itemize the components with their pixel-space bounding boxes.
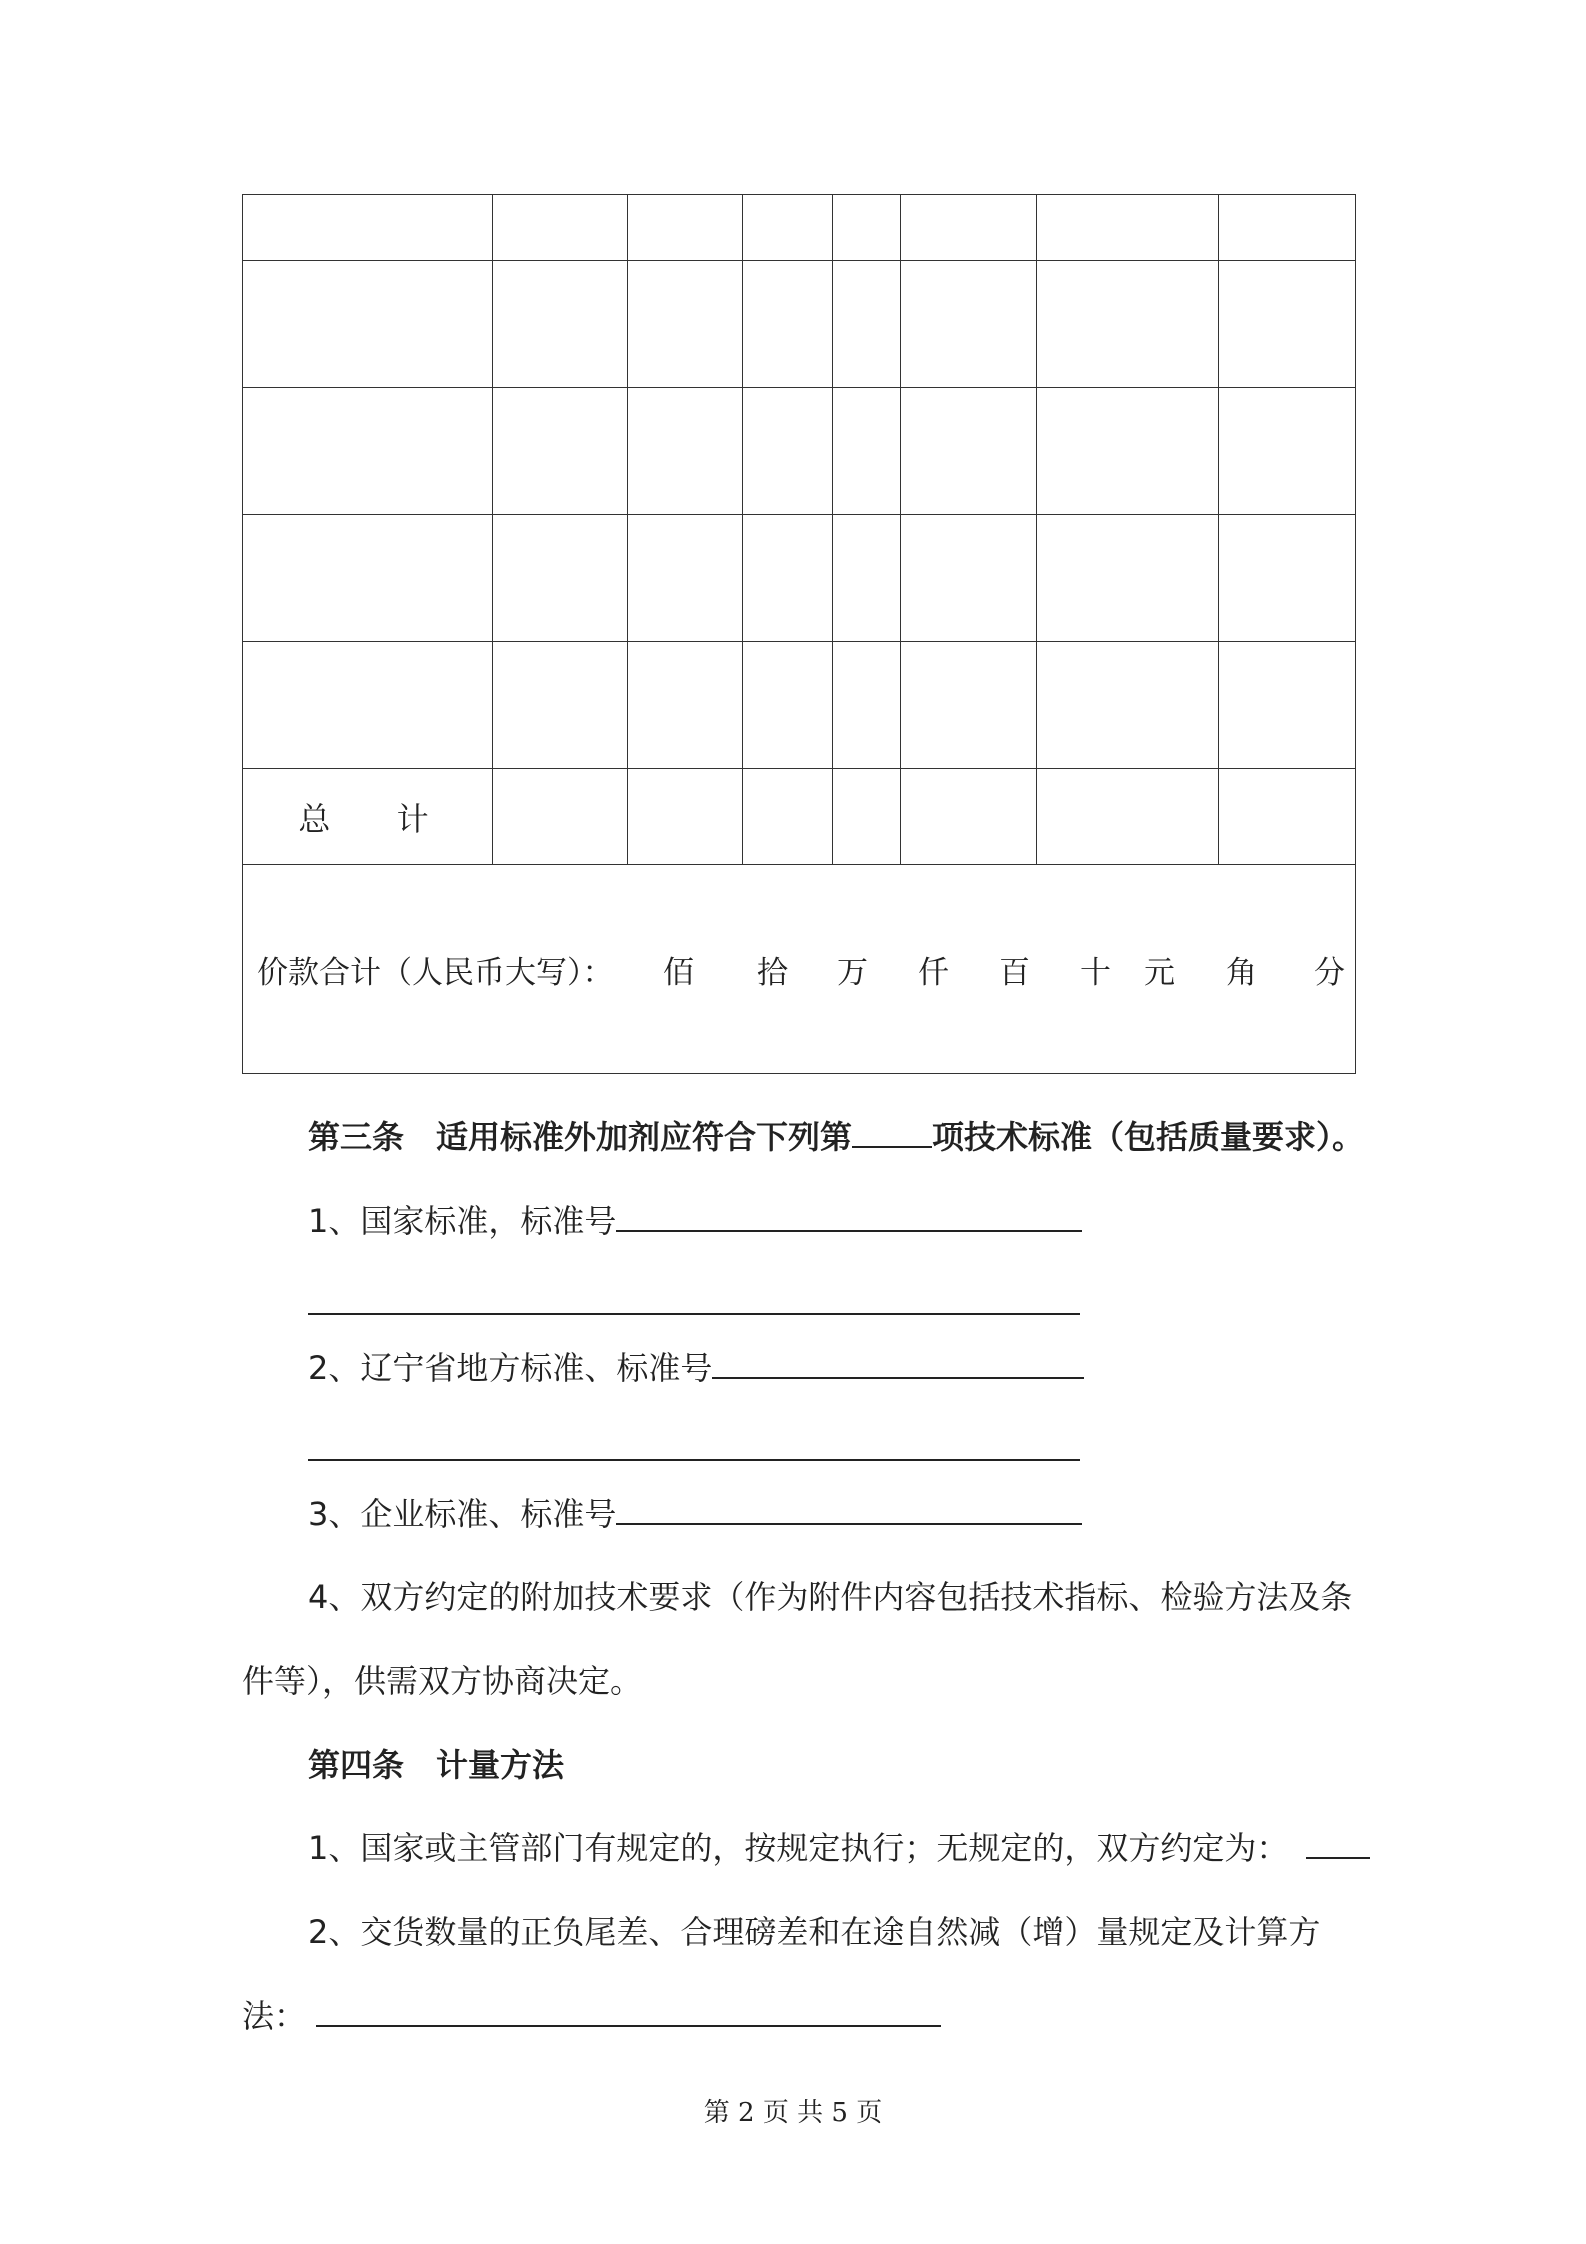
- table-row: [243, 195, 1356, 261]
- table-row: [243, 261, 1356, 388]
- price-unit: 佰: [663, 954, 694, 991]
- agreed-method-blank[interactable]: [1306, 1823, 1370, 1859]
- price-unit: 仟: [918, 954, 949, 991]
- price-total-row: [243, 865, 1356, 1074]
- standard-item-label: 3、企业标准、标准号: [308, 1495, 617, 1533]
- price-table: [242, 194, 1356, 1074]
- standard-item-label: 2、辽宁省地方标准、标准号: [308, 1349, 713, 1387]
- price-unit: 拾: [757, 954, 788, 991]
- article3-line: [308, 1112, 1364, 1158]
- standard-item-2: [308, 1343, 1084, 1389]
- article4-line: [308, 1740, 564, 1786]
- calculation-method-blank[interactable]: [316, 1991, 941, 2027]
- enterprise-standard-blank[interactable]: [616, 1489, 1082, 1525]
- price-unit: 百: [999, 954, 1030, 991]
- price-units: [663, 947, 1355, 992]
- article3-text-after: 项技术标准（包括质量要求）。: [932, 1118, 1365, 1156]
- page-number: 第 2 页 共 5 页: [703, 2098, 883, 2128]
- article4-heading: 第四条: [308, 1746, 405, 1784]
- measure-item-2: 2、交货数量的正负尾差、合理磅差和在途自然减（增）量规定及计算方: [308, 1913, 1321, 1951]
- measure-item-label: 1、国家或主管部门有规定的，按规定执行；无规定的，双方约定为：: [308, 1829, 1289, 1867]
- article3-heading: 第三条: [308, 1118, 405, 1156]
- article4-title: 计量方法: [436, 1746, 565, 1784]
- price-unit: 分: [1314, 954, 1345, 991]
- standard-continuation-line[interactable]: [308, 1313, 1080, 1315]
- total-label: 总 计: [243, 769, 493, 865]
- standard-item-label: 1、国家标准，标准号: [308, 1202, 617, 1240]
- measure-item-2-cont: [242, 1991, 941, 2037]
- standard-item-4: 4、双方约定的附加技术要求（作为附件内容包括技术指标、检验方法及条: [308, 1578, 1353, 1616]
- standard-item-4-cont: 件等），供需双方协商决定。: [242, 1662, 643, 1700]
- measure-item-1: [308, 1823, 1370, 1869]
- price-total-label: 价款合计（人民币大写）：: [257, 954, 614, 991]
- clause-number-blank[interactable]: [852, 1112, 932, 1148]
- standard-continuation-line[interactable]: [308, 1459, 1080, 1461]
- national-standard-blank[interactable]: [616, 1196, 1082, 1232]
- price-unit: 角: [1226, 954, 1257, 991]
- provincial-standard-blank[interactable]: [712, 1343, 1084, 1379]
- standard-item-3: [308, 1489, 1082, 1535]
- price-unit: 万: [837, 954, 868, 991]
- standard-item-1: [308, 1196, 1082, 1242]
- table-row: [243, 388, 1356, 515]
- total-row: [243, 769, 1356, 865]
- article3-text: 适用标准外加剂应符合下列第: [436, 1118, 853, 1156]
- table-row: [243, 515, 1356, 642]
- measure-item-label: 法：: [242, 1997, 307, 2035]
- table-row: [243, 642, 1356, 769]
- price-unit: 十: [1080, 954, 1111, 991]
- price-unit: 元: [1144, 954, 1175, 991]
